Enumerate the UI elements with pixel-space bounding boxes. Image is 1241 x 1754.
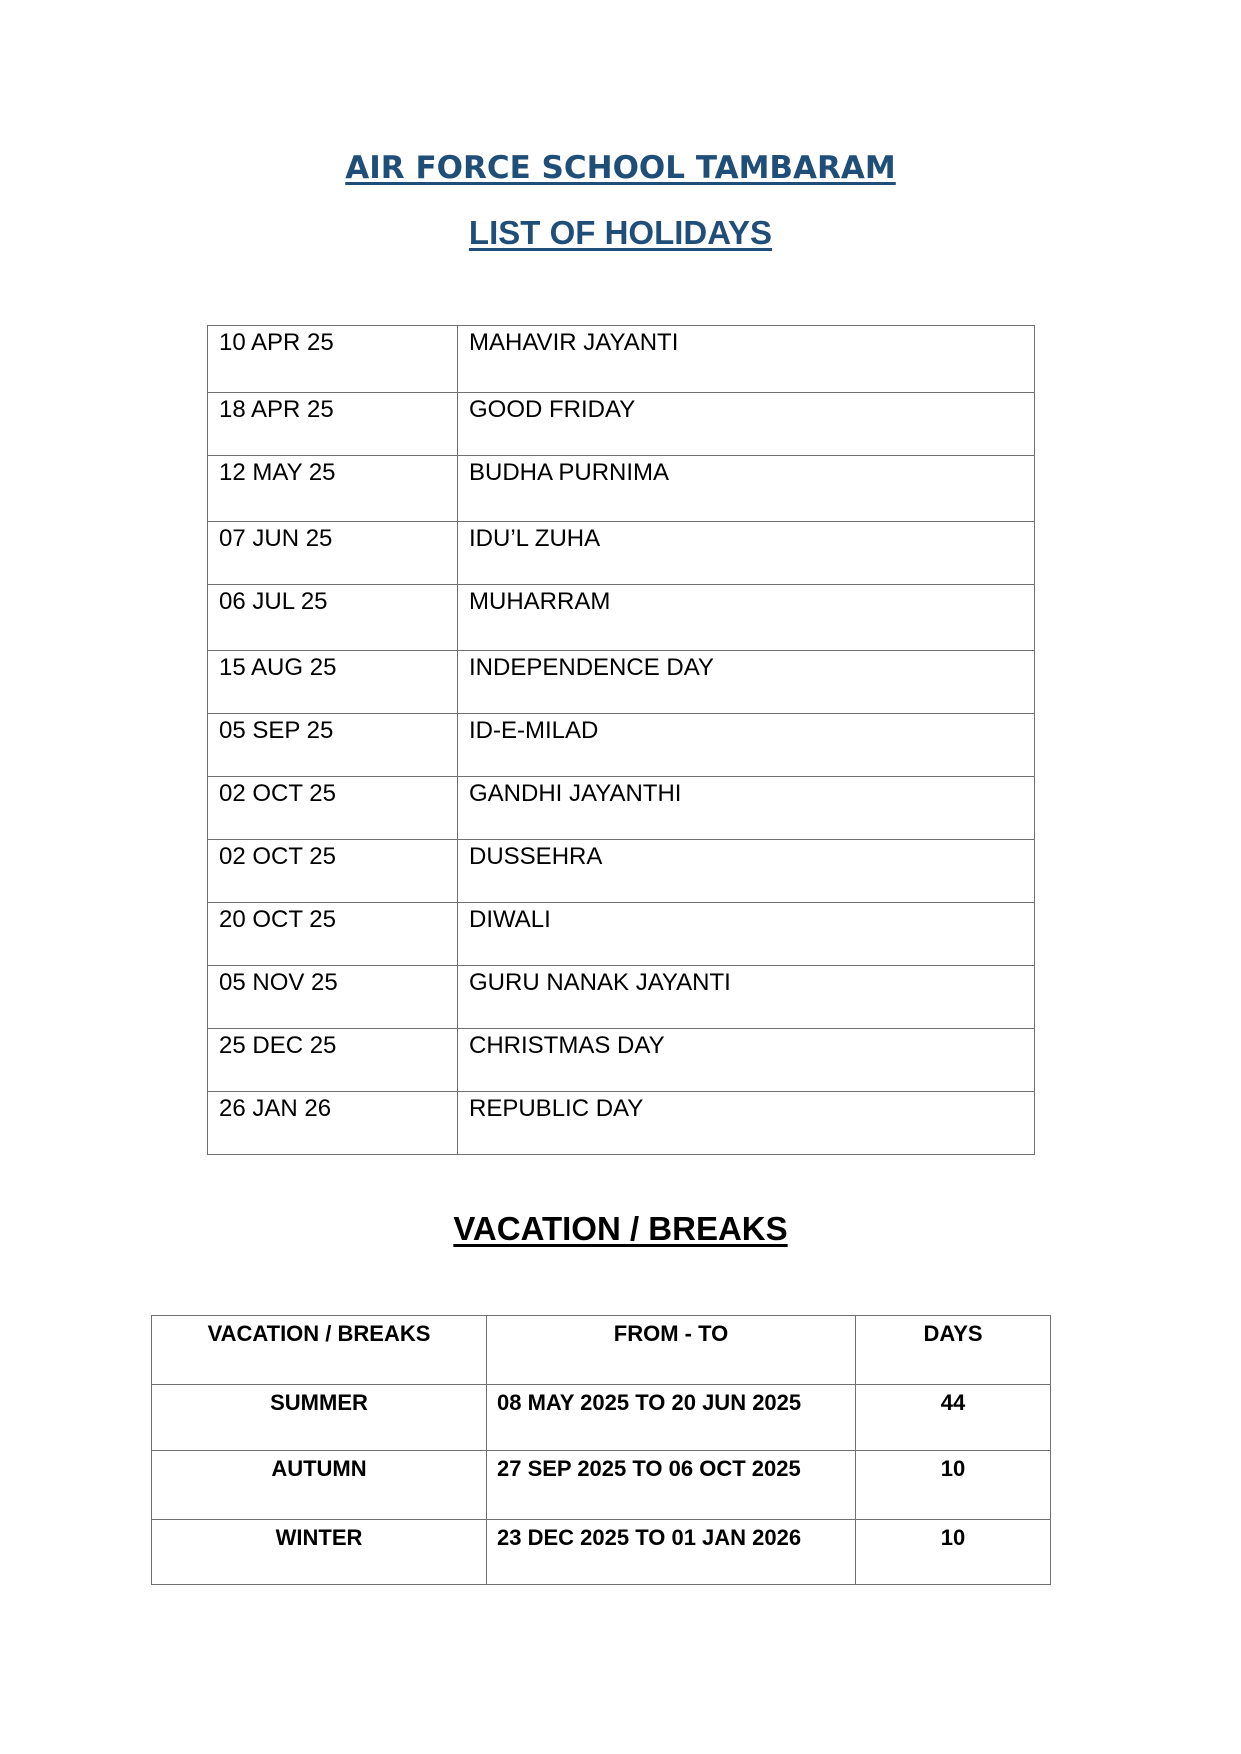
holiday-name: GOOD FRIDAY: [458, 393, 1035, 456]
holiday-name: GANDHI JAYANTHI: [458, 777, 1035, 840]
holiday-name: MAHAVIR JAYANTI: [458, 326, 1035, 393]
holidays-table: [207, 325, 1035, 1155]
vacation-name: AUTUMN: [152, 1451, 487, 1520]
table-row: [208, 522, 1035, 585]
vacation-range: 23 DEC 2025 TO 01 JAN 2026: [487, 1520, 856, 1585]
table-row: [208, 393, 1035, 456]
vacation-days: 44: [856, 1385, 1051, 1451]
holiday-date: 07 JUN 25: [208, 522, 458, 585]
table-row: [208, 585, 1035, 651]
table-row: [208, 840, 1035, 903]
holiday-date: 18 APR 25: [208, 393, 458, 456]
holiday-name: CHRISTMAS DAY: [458, 1029, 1035, 1092]
table-row: [208, 1092, 1035, 1155]
vacation-days: 10: [856, 1451, 1051, 1520]
vacation-section-title: VACATION / BREAKS: [453, 1210, 788, 1247]
holiday-date: 20 OCT 25: [208, 903, 458, 966]
vacation-name: WINTER: [152, 1520, 487, 1585]
school-name-title: AIR FORCE SCHOOL TAMBARAM: [345, 150, 896, 186]
table-row: [208, 651, 1035, 714]
table-row: [152, 1385, 1051, 1451]
header-days: DAYS: [856, 1316, 1051, 1385]
header-from-to: FROM - TO: [487, 1316, 856, 1385]
holiday-name: IDU’L ZUHA: [458, 522, 1035, 585]
table-row: [208, 456, 1035, 522]
holiday-date: 06 JUL 25: [208, 585, 458, 651]
holiday-date: 02 OCT 25: [208, 840, 458, 903]
table-row: [152, 1451, 1051, 1520]
vacation-range: 08 MAY 2025 TO 20 JUN 2025: [487, 1385, 856, 1451]
holiday-list-title: LIST OF HOLIDAYS: [468, 214, 773, 251]
table-row: [208, 777, 1035, 840]
holiday-name: MUHARRAM: [458, 585, 1035, 651]
header-vacation: VACATION / BREAKS: [152, 1316, 487, 1385]
table-row: [152, 1520, 1051, 1585]
table-row: [208, 903, 1035, 966]
holiday-name: REPUBLIC DAY: [458, 1092, 1035, 1155]
holiday-name: ID-E-MILAD: [458, 714, 1035, 777]
holiday-date: 05 SEP 25: [208, 714, 458, 777]
table-row: [208, 714, 1035, 777]
holiday-name: DIWALI: [458, 903, 1035, 966]
holiday-name: DUSSEHRA: [458, 840, 1035, 903]
holiday-date: 02 OCT 25: [208, 777, 458, 840]
holiday-date: 12 MAY 25: [208, 456, 458, 522]
holiday-date: 15 AUG 25: [208, 651, 458, 714]
table-row: [208, 966, 1035, 1029]
vacation-range: 27 SEP 2025 TO 06 OCT 2025: [487, 1451, 856, 1520]
holiday-name: GURU NANAK JAYANTI: [458, 966, 1035, 1029]
holiday-date: 05 NOV 25: [208, 966, 458, 1029]
holiday-name: INDEPENDENCE DAY: [458, 651, 1035, 714]
vacations-table: [151, 1315, 1051, 1585]
table-header-row: [152, 1316, 1051, 1385]
table-row: [208, 326, 1035, 393]
holiday-name: BUDHA PURNIMA: [458, 456, 1035, 522]
holiday-date: 25 DEC 25: [208, 1029, 458, 1092]
holiday-date: 26 JAN 26: [208, 1092, 458, 1155]
holiday-date: 10 APR 25: [208, 326, 458, 393]
table-row: [208, 1029, 1035, 1092]
vacation-days: 10: [856, 1520, 1051, 1585]
vacation-name: SUMMER: [152, 1385, 487, 1451]
